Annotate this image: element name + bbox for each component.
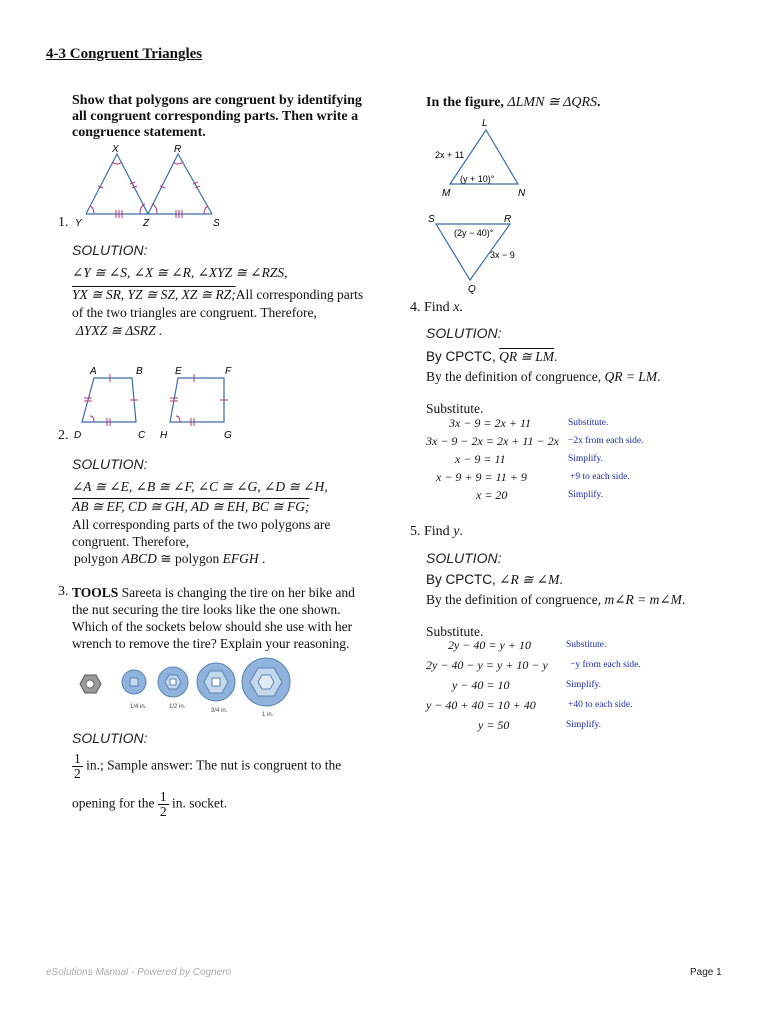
vertex-d-label: D [74,430,82,441]
vertex-z-label: Z [143,218,150,229]
problem4-cpctc: By CPCTC, QR ≅ LM. [426,349,558,364]
answer-text: in.; Sample answer: The nut is congruent to the [86,757,342,773]
expr-m-angle: (y + 10)° [460,174,495,184]
vertex-q-label: Q [468,284,476,294]
vertex-b-label: B [136,366,143,377]
figure-intro: In the figure, ΔLMN ≅ ΔQRS. [426,95,601,110]
vertex-h-label: H [160,430,168,441]
problem5-substitute: Substitute. [426,624,484,639]
vertex-e-label: E [175,366,182,377]
problem1-number: 1. [58,215,69,230]
problem2-angles: ∠A ≅ ∠E, ∠B ≅ ∠F, ∠C ≅ ∠G, ∠D ≅ ∠H, [72,479,328,494]
socket-size-three-quarter: 3/4 in. [211,708,228,714]
problem3-answer [72,752,341,781]
opening-post: in. socket. [171,795,228,811]
p5-step-2-eq: 2y − 40 − y = y + 10 − y [426,658,548,672]
sockets-figure [70,650,300,722]
vertex-y-label: Y [75,218,82,229]
p5-step-4-note: +40 to each side. [568,700,633,710]
vertex-l-label: L [482,118,488,129]
problem4-definition: By the definition of congruence, QR = LM. [426,369,661,384]
vertex-a-label: A [90,366,97,377]
opening-pre: opening for the [72,795,155,811]
p4-step-1-eq: 3x − 9 = 2x + 11 [449,416,532,430]
p4-step-2-note: −2x from each side. [568,436,644,446]
socket-half-icon [158,667,188,697]
vertex-g-label: G [224,430,232,441]
expr-rq: 3x − 9 [490,250,515,260]
vertex-m-label: M [442,188,451,199]
answer-fraction: $\frac{1}{2}$ [74,751,81,781]
p5-step-1-eq: 2y − 40 = y + 10 [448,638,531,652]
vertex-x-label: X [112,144,119,155]
footer-credit: eSolutions Manual - Powered by Cognero [46,967,232,978]
triangles-figure [72,142,232,230]
problem3-text [72,584,372,652]
problem1-solution-label: SOLUTION: [72,242,148,258]
p4-step-3-eq: x − 9 = 11 [455,452,506,466]
p5-step-5-note: Simplify. [566,720,602,730]
p4-step-1-note: Substitute. [568,418,609,428]
expr-lm: 2x + 11 [435,150,465,160]
problem1-angles: ∠Y ≅ ∠S, ∠X ≅ ∠R, ∠XYZ ≅ ∠RZS, [72,265,288,280]
vertex-f-label: F [225,366,232,377]
p5-step-3-eq: y − 40 = 10 [452,678,510,692]
p5-step-1-note: Substitute. [566,640,607,650]
vertex-n-label: N [518,188,526,199]
p4-step-4-note: +9 to each side. [570,472,630,482]
p4-step-5-note: Simplify. [568,490,604,500]
page-title: 4-3 Congruent Triangles [46,46,203,62]
vertex-c-label: C [138,430,146,441]
socket-one-inch-icon [242,658,290,706]
problem5-definition: By the definition of congruence, m∠R = m∠M. [426,592,686,607]
p5-step-3-note: Simplify. [566,680,602,690]
problem2-text: All corresponding parts of the two polygons are congruent. Therefore, [72,517,331,549]
statement-polygon-b: EFGH [222,551,259,566]
problem3-body: Sareeta is changing the tire on her bike and the nut securing the tire looks like the one shown. Which of the sockets below should she use with her wrench to remove the tire? Explain your reasoning. [72,585,355,651]
vertex-r-label: R [174,144,182,155]
problem2-solution-label: SOLUTION: [72,456,148,472]
problem1-text: of the two triangles are congruent. Therefore, [72,305,317,320]
socket-size-half: 1/2 in. [169,704,186,710]
vertex-r2-label: R [504,214,512,225]
problem4-solution-label: SOLUTION: [426,325,502,341]
p5-step-5-eq: y = 50 [478,718,510,732]
problem1-sides-line [72,286,363,303]
triangles-lmn-qrs-figure [420,112,550,294]
problem1-sides: YX ≅ SR, YZ ≅ SZ, XZ ≅ RZ; [72,287,236,302]
problem2-statement [74,550,265,567]
statement-end: . [258,551,266,566]
footer-page-number: Page 1 [690,967,722,978]
vertex-s2-label: S [428,214,435,225]
problem3-label: TOOLS [72,585,119,600]
vertex-s-label: S [213,218,220,229]
statement-pre: polygon [74,551,122,566]
problem3-opening [72,790,227,819]
p5-step-4-eq: y − 40 + 40 = 10 + 40 [426,698,536,712]
problem5-cpctc: By CPCTC, ∠R ≅ ∠M. [426,572,563,587]
p4-step-5-eq: x = 20 [476,488,508,502]
p4-step-4-eq: x − 9 + 9 = 11 + 9 [436,470,527,484]
socket-quarter-icon [122,670,146,694]
quadrilaterals-figure [70,364,240,444]
opening-fraction: $\frac{1}{2}$ [159,789,167,819]
problem5-prompt: 5. Find y. [410,524,463,539]
problem1-sides-text: All corresponding parts [235,287,364,302]
problem5-solution-label: SOLUTION: [426,550,502,566]
socket-size-quarter: 1/4 in. [130,704,147,710]
statement-polygon-a: ABCD [121,551,157,566]
problem3-number: 3. [58,584,69,599]
socket-three-quarter-icon [197,663,235,701]
problem4-substitute: Substitute. [426,401,484,416]
p4-step-3-note: Simplify. [568,454,604,464]
instructions: Show that polygons are congruent by identifying all congruent corresponding parts. Then write a congruence statement. [72,93,362,140]
problem2-number: 2. [58,428,69,443]
problem2-sides: AB ≅ EF, CD ≅ GH, AD ≅ EH, BC ≅ FG; [72,499,310,514]
problem4-prompt: 4. Find x. [410,300,463,315]
p4-step-2-eq: 3x − 9 − 2x = 2x + 11 − 2x [426,434,559,448]
socket-size-one: 1 in. [262,712,274,718]
problem1-statement: ΔYXZ ≅ ΔSRZ . [76,323,163,338]
problem3-solution-label: SOLUTION: [72,730,148,746]
p5-step-2-note: −y from each side. [570,660,641,670]
statement-mid: ≅ polygon [156,551,223,566]
expr-r-angle: (2y − 40)° [454,228,494,238]
